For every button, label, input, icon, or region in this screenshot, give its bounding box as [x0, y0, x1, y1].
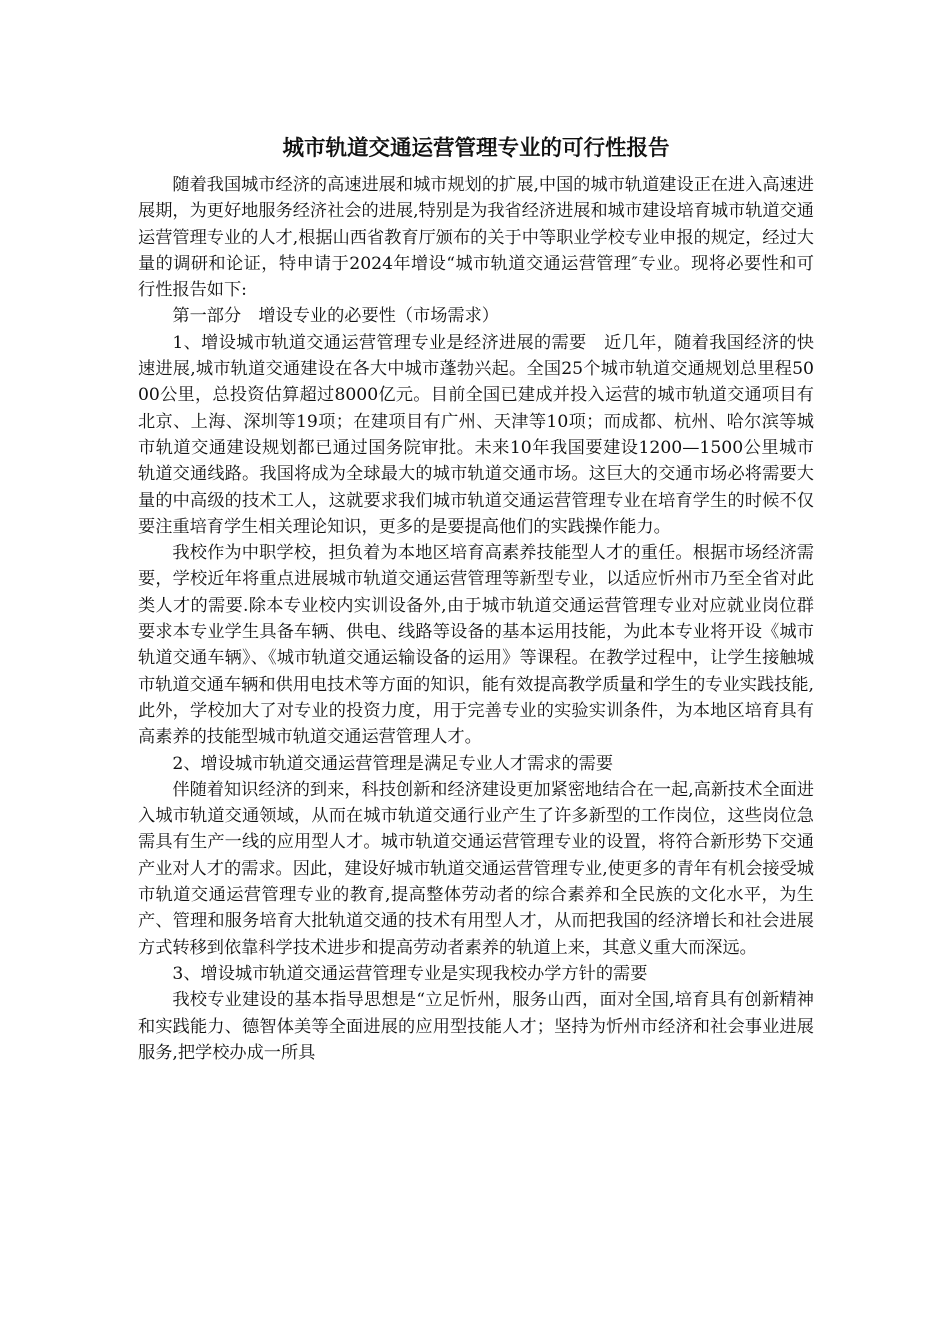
document-body: [138, 130, 814, 1066]
part-one-heading: 第一部分 增设专业的必要性（市场需求）: [172, 306, 499, 327]
section-3-heading: 3、增设城市轨道交通运营管理专业是实现我校办学方针的需要: [172, 963, 648, 984]
section-2-paragraph: 伴随着知识经济的到来，科技创新和经济建设更加紧密地结合在一起,高新技术全面进入城市轨道交通领域，从而在城市轨道交通行业产生了许多新型的工作岗位，这些岗位急需具有生产一线的应用型人才。城市轨道交通运营管理专业的设置，将符合新形势下交通产业对人才的需求。因此，建设好城市轨道交通运营管理专业,使更多的青年有机会接受城市轨道交通运营管理专业的教育,提高整体劳动者的综合素养和全民族的文化水平，为生产、管理和服务培育大批轨道交通的技术有用型人才，从而把我国的经济增长和社会进展方式转移到依靠科学技术进步和提高劳动者素养的轨道上来，其意义重大而深远。: [138, 779, 814, 958]
section-1-paragraph: 1、增设城市轨道交通运营管理专业是经济进展的需要 近几年，随着我国经济的快速进展,城市轨道交通建设在各大中城市蓬勃兴起。全国25个城市轨道交通规划总里程5000公里，总投资估算超过8000亿元。目前全国已建成并投入运营的城市轨道交通项目有北京、上海、深圳等19项；在建项目有广州、天津等10项；而成都、杭州、哈尔滨等城市轨道交通建设规划都已通过国务院审批。未来10年我国要建设1200—1500公里城市轨道交通线路。我国将成为全球最大的城市轨道交通市场。这巨大的交通市场必将需要大量的中高级的技术工人，这就要求我们城市轨道交通运营管理专业在培育学生的时候不仅要注重培育学生相关理论知识，更多的是要提高他们的实践操作能力。: [138, 332, 814, 537]
intro-paragraph: 随着我国城市经济的高速进展和城市规划的扩展,中国的城市轨道建设正在进入高速进展期，为更好地服务经济社会的进展,特别是为我省经济进展和城市建设培育城市轨道交通运营管理专业的人才,根据山西省教育厅颁布的关于中等职业学校专业申报的规定，经过大量的调研和论证，特申请于2024年增设“城市轨道交通运营管理″专业。现将必要性和可行性报告如下:: [138, 175, 814, 301]
school-role-paragraph: 我校作为中职学校，担负着为本地区培育高素养技能型人才的重任。根据市场经济需要，学校近年将重点进展城市轨道交通运营管理等新型专业，以适应忻州市乃至全省对此类人才的需要.除本专业校内实训设备外,由于城市轨道交通运营管理专业对应就业岗位群要求本专业学生具备车辆、供电、线路等设备的基本运用技能，为此本专业将开设《城市轨道交通车辆》、《城市轨道交通运输设备的运用》等课程。在教学过程中，让学生接触城市轨道交通车辆和供用电技术等方面的知识，能有效提高教学质量和学生的专业实践技能,此外，学校加大了对专业的投资力度，用于完善专业的实验实训条件，为本地区培育具有高素养的技能型城市轨道交通运营管理人才。: [138, 543, 814, 748]
section-2-heading: 2、增设城市轨道交通运营管理是满足专业人才需求的需要: [172, 753, 614, 774]
document-title: 城市轨道交通运营管理专业的可行性报告: [282, 136, 670, 161]
section-3-paragraph: 我校专业建设的基本指导思想是“立足忻州，服务山西，面对全国,培育具有创新精神和实践能力、德智体美等全面进展的应用型技能人才；坚持为忻州市经济和社会事业进展服务,把学校办成一所具: [138, 990, 814, 1063]
